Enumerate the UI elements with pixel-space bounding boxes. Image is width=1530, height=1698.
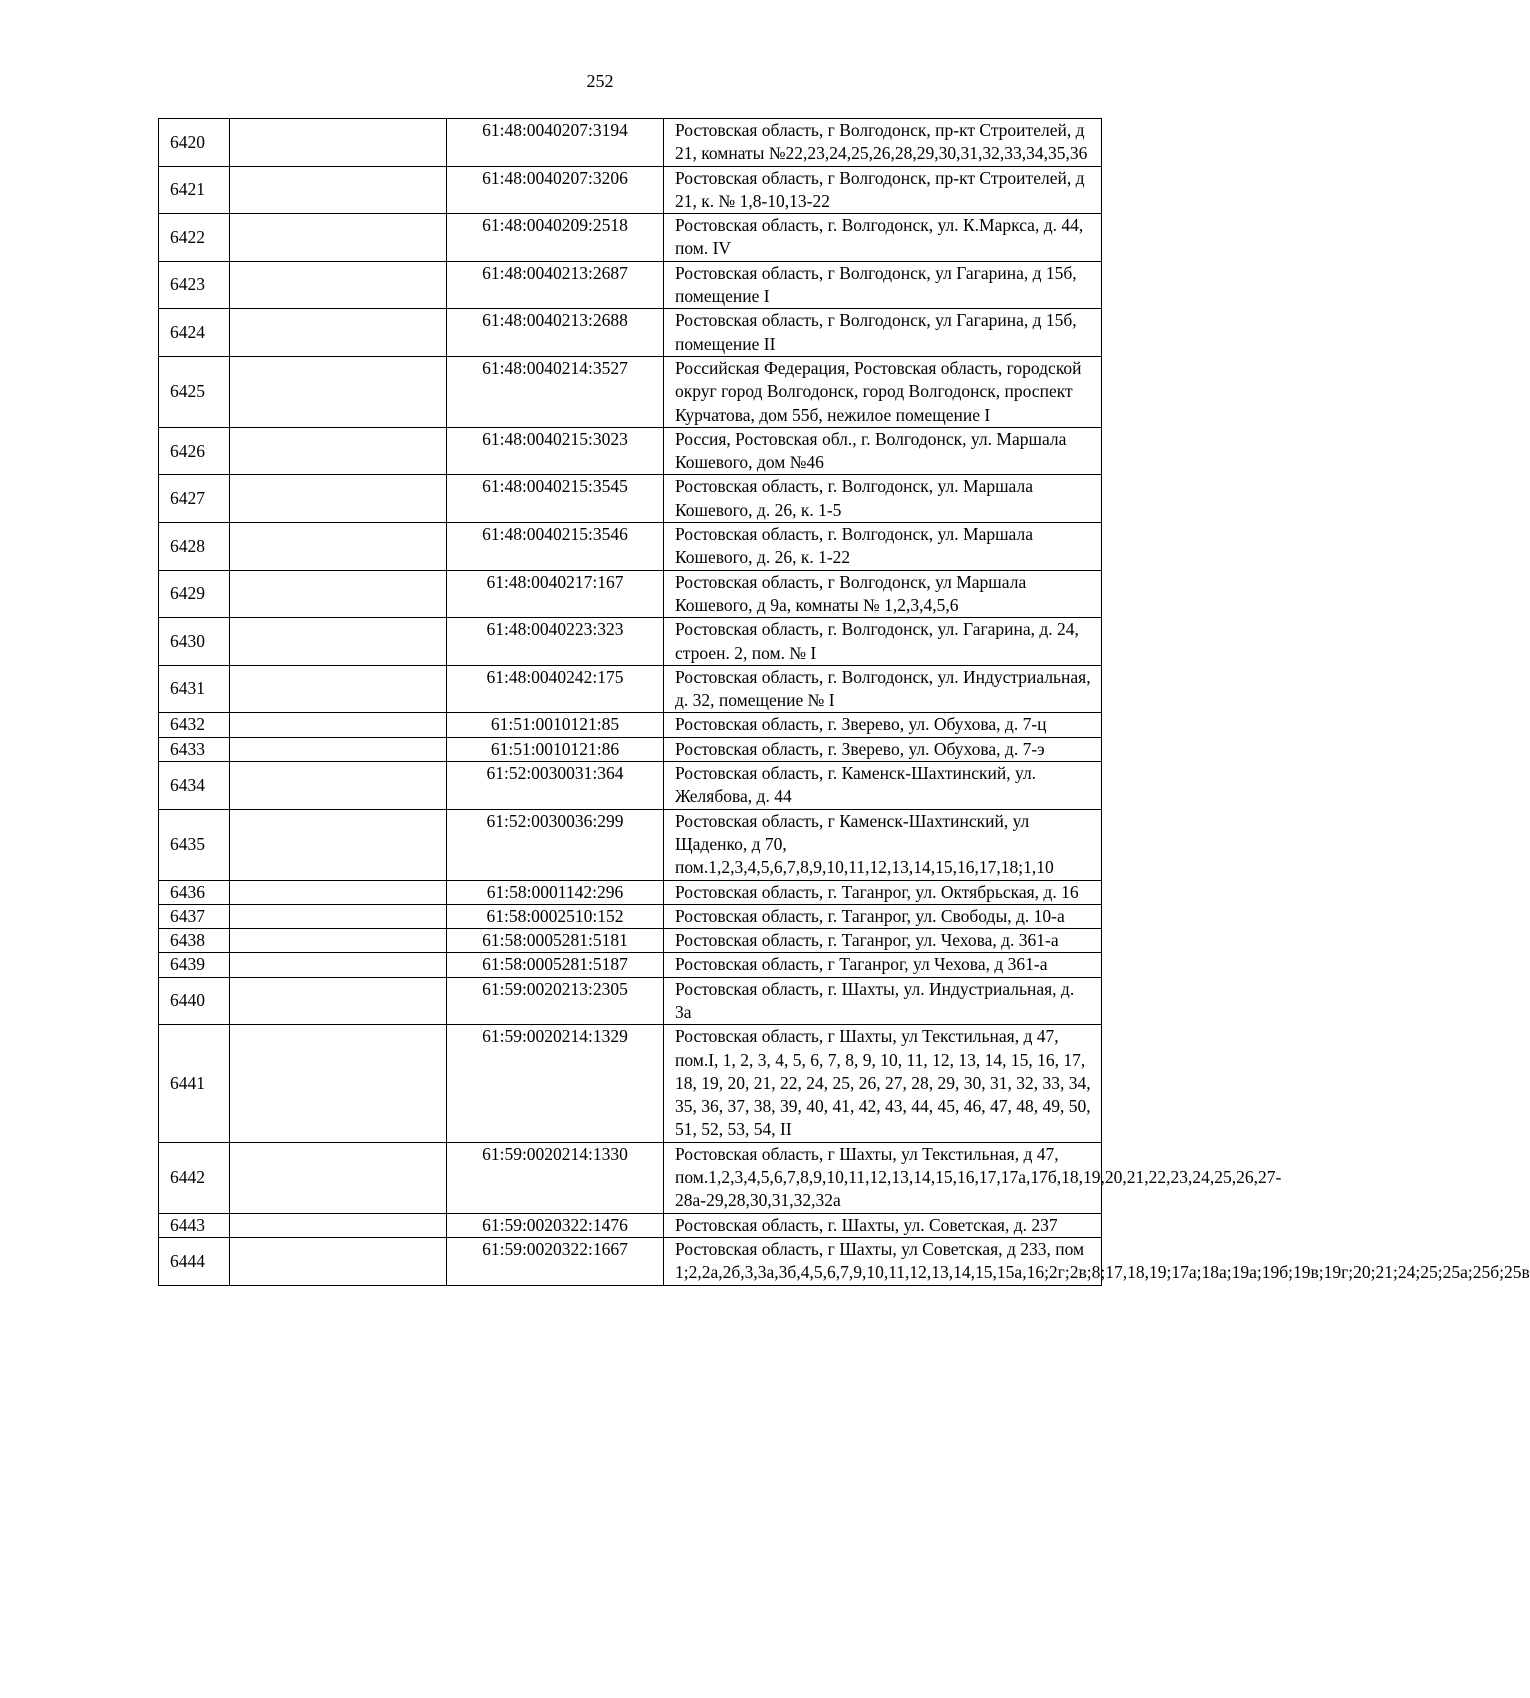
cadastral-number-cell: 61:48:0040214:3527 [447, 356, 664, 427]
cadastral-number-cell: 61:59:0020322:1476 [447, 1213, 664, 1237]
empty-cell [230, 977, 447, 1025]
table-row [159, 523, 1102, 571]
empty-cell [230, 1142, 447, 1213]
address-cell: Ростовская область, г Каменск-Шахтинский, ул Щаденко, д 70, пом.1,2,3,4,5,6,7,8,9,10,11,12,13,14,15,16,17,18;1,10 [664, 809, 1102, 880]
address-cell: Ростовская область, г. Таганрог, ул. Октябрьская, д. 16 [664, 880, 1102, 904]
address-cell: Ростовская область, г. Зверево, ул. Обухова, д. 7-ц [664, 713, 1102, 737]
cadastral-number-cell: 61:48:0040242:175 [447, 665, 664, 713]
empty-cell [230, 166, 447, 214]
table-row [159, 1237, 1102, 1285]
row-number-cell: 6437 [159, 904, 230, 928]
table-row [159, 356, 1102, 427]
address-cell: Ростовская область, г Волгодонск, ул Маршала Кошевого, д 9а, комнаты № 1,2,3,4,5,6 [664, 570, 1102, 618]
row-number-cell: 6425 [159, 356, 230, 427]
row-number-cell: 6434 [159, 762, 230, 810]
cadastral-number-cell: 61:58:0002510:152 [447, 904, 664, 928]
empty-cell [230, 904, 447, 928]
cadastral-number-cell: 61:48:0040215:3023 [447, 427, 664, 475]
cadastral-number-cell: 61:48:0040207:3206 [447, 166, 664, 214]
address-cell: Ростовская область, г Таганрог, ул Чехова, д 361-а [664, 953, 1102, 977]
row-number-cell: 6423 [159, 261, 230, 309]
cadastral-number-cell: 61:59:0020214:1329 [447, 1025, 664, 1142]
empty-cell [230, 809, 447, 880]
registry-table-body [159, 119, 1530, 1286]
cadastral-number-cell: 61:48:0040213:2687 [447, 261, 664, 309]
table-row [159, 166, 1102, 214]
table-row [159, 809, 1102, 880]
address-cell: Ростовская область, г. Волгодонск, ул. К.Маркса, д. 44, пом. IV [664, 214, 1102, 262]
cadastral-number-cell: 61:59:0020213:2305 [447, 977, 664, 1025]
cadastral-number-cell: 61:59:0020214:1330 [447, 1142, 664, 1213]
address-cell: Ростовская область, г. Волгодонск, ул. Маршала Кошевого, д. 26, к. 1-22 [664, 523, 1102, 571]
table-row [159, 618, 1102, 666]
empty-cell [230, 214, 447, 262]
cadastral-number-cell: 61:48:0040213:2688 [447, 309, 664, 357]
table-row [159, 475, 1102, 523]
row-number-cell: 6421 [159, 166, 230, 214]
address-cell: Ростовская область, г. Волгодонск, ул. Индустриальная, д. 32, помещение № I [664, 665, 1102, 713]
row-number-cell: 6428 [159, 523, 230, 571]
address-cell: Ростовская область, г. Таганрог, ул. Свободы, д. 10-а [664, 904, 1102, 928]
row-number-cell: 6440 [159, 977, 230, 1025]
empty-cell [230, 1237, 447, 1285]
table-row [159, 713, 1102, 737]
address-cell: Ростовская область, г. Волгодонск, ул. Гагарина, д. 24, строен. 2, пом. № I [664, 618, 1102, 666]
row-number-cell: 6433 [159, 737, 230, 761]
row-number-cell: 6432 [159, 713, 230, 737]
address-cell: Ростовская область, г Волгодонск, пр-кт Строителей, д 21, к. № 1,8-10,13-22 [664, 166, 1102, 214]
table-row [159, 880, 1102, 904]
row-number-cell: 6444 [159, 1237, 230, 1285]
table-row [159, 1213, 1102, 1237]
empty-cell [230, 261, 447, 309]
empty-cell [230, 618, 447, 666]
table-row [159, 977, 1102, 1025]
row-number-cell: 6441 [159, 1025, 230, 1142]
cadastral-number-cell: 61:59:0020322:1667 [447, 1237, 664, 1285]
row-number-cell: 6422 [159, 214, 230, 262]
table-row [159, 953, 1102, 977]
address-cell: Российская Федерация, Ростовская область, городской округ город Волгодонск, город Волгодонск, проспект Курчатова, дом 55б, нежилое помещение I [664, 356, 1102, 427]
address-cell: Ростовская область, г. Шахты, ул. Индустриальная, д. 3а [664, 977, 1102, 1025]
table-row [159, 762, 1102, 810]
empty-cell [230, 1025, 447, 1142]
cadastral-number-cell: 61:48:0040209:2518 [447, 214, 664, 262]
cadastral-number-cell: 61:58:0005281:5187 [447, 953, 664, 977]
row-number-cell: 6426 [159, 427, 230, 475]
address-cell: Ростовская область, г. Зверево, ул. Обухова, д. 7-э [664, 737, 1102, 761]
row-number-cell: 6436 [159, 880, 230, 904]
cadastral-number-cell: 61:52:0030031:364 [447, 762, 664, 810]
registry-table [158, 118, 1530, 1286]
row-number-cell: 6438 [159, 929, 230, 953]
row-number-cell: 6424 [159, 309, 230, 357]
table-row [159, 929, 1102, 953]
table-row [159, 904, 1102, 928]
address-cell: Ростовская область, г. Шахты, ул. Советская, д. 237 [664, 1213, 1102, 1237]
address-cell: Ростовская область, г Волгодонск, пр-кт Строителей, д 21, комнаты №22,23,24,25,26,28,29,30,31,32,33,34,35,36 [664, 119, 1102, 167]
cadastral-number-cell: 61:48:0040217:167 [447, 570, 664, 618]
address-cell: Ростовская область, г. Таганрог, ул. Чехова, д. 361-а [664, 929, 1102, 953]
cadastral-number-cell: 61:48:0040207:3194 [447, 119, 664, 167]
address-cell: Ростовская область, г Волгодонск, ул Гагарина, д 15б, помещение I [664, 261, 1102, 309]
empty-cell [230, 119, 447, 167]
address-cell: Ростовская область, г Волгодонск, ул Гагарина, д 15б, помещение II [664, 309, 1102, 357]
table-row [159, 214, 1102, 262]
table-row [159, 570, 1102, 618]
row-number-cell: 6427 [159, 475, 230, 523]
empty-cell [230, 737, 447, 761]
empty-cell [230, 929, 447, 953]
row-number-cell: 6420 [159, 119, 230, 167]
address-cell: Ростовская область, г Шахты, ул Текстильная, д 47, пом.1,2,3,4,5,6,7,8,9,10,11,12,13,14,15,16,17,17а,17б,18,19,20,21,22,23,24,25,26,27-28а-29,28,30,31,32,32а [664, 1142, 1102, 1213]
empty-cell [230, 309, 447, 357]
table-row [159, 737, 1102, 761]
address-cell: Ростовская область, г. Каменск-Шахтинский, ул. Желябова, д. 44 [664, 762, 1102, 810]
empty-cell [230, 953, 447, 977]
empty-cell [230, 713, 447, 737]
address-cell: Ростовская область, г Шахты, ул Советская, д 233, пом 1;2,2а,2б,3,3а,3б,4,5,6,7,9,10,11,12,13,14,15,15а,16;2г;2в;8;17,18,19;17а;18а;19а;19б;19в;19г;20;21;24;25;25а;25б;25в [664, 1237, 1102, 1285]
table-row [159, 261, 1102, 309]
address-cell: Россия, Ростовская обл., г. Волгодонск, ул. Маршала Кошевого, дом №46 [664, 427, 1102, 475]
table-row [159, 119, 1102, 167]
row-number-cell: 6442 [159, 1142, 230, 1213]
empty-cell [230, 570, 447, 618]
page-number: 252 [586, 71, 614, 91]
empty-cell [230, 475, 447, 523]
row-number-cell: 6431 [159, 665, 230, 713]
cadastral-number-cell: 61:52:0030036:299 [447, 809, 664, 880]
cadastral-number-cell: 61:48:0040215:3546 [447, 523, 664, 571]
cadastral-number-cell: 61:48:0040223:323 [447, 618, 664, 666]
table-row [159, 309, 1102, 357]
empty-cell [230, 665, 447, 713]
cadastral-number-cell: 61:48:0040215:3545 [447, 475, 664, 523]
address-cell: Ростовская область, г Шахты, ул Текстильная, д 47, пом.I, 1, 2, 3, 4, 5, 6, 7, 8, 9, 10, 11, 12, 13, 14, 15, 16, 17, 18, 19, 20, 21, 22, 24, 25, 26, 27, 28, 29, 30, 31, 32, 33, 34, 35, 36, 37, 38, 39, 40, 41, 42, 43, 44, 45, 46, 47, 48, 49, 50, 51, 52, 53, 54, II [664, 1025, 1102, 1142]
cadastral-number-cell: 61:51:0010121:85 [447, 713, 664, 737]
cadastral-number-cell: 61:58:0005281:5181 [447, 929, 664, 953]
empty-cell [230, 1213, 447, 1237]
empty-cell [230, 523, 447, 571]
table-row [159, 1142, 1102, 1213]
table-row [159, 427, 1102, 475]
empty-cell [230, 880, 447, 904]
empty-cell [230, 762, 447, 810]
table-row [159, 665, 1102, 713]
cadastral-number-cell: 61:58:0001142:296 [447, 880, 664, 904]
cadastral-number-cell: 61:51:0010121:86 [447, 737, 664, 761]
address-cell: Ростовская область, г. Волгодонск, ул. Маршала Кошевого, д. 26, к. 1-5 [664, 475, 1102, 523]
empty-cell [230, 356, 447, 427]
table-row [159, 1025, 1102, 1142]
empty-cell [230, 427, 447, 475]
row-number-cell: 6430 [159, 618, 230, 666]
row-number-cell: 6439 [159, 953, 230, 977]
row-number-cell: 6429 [159, 570, 230, 618]
row-number-cell: 6435 [159, 809, 230, 880]
row-number-cell: 6443 [159, 1213, 230, 1237]
